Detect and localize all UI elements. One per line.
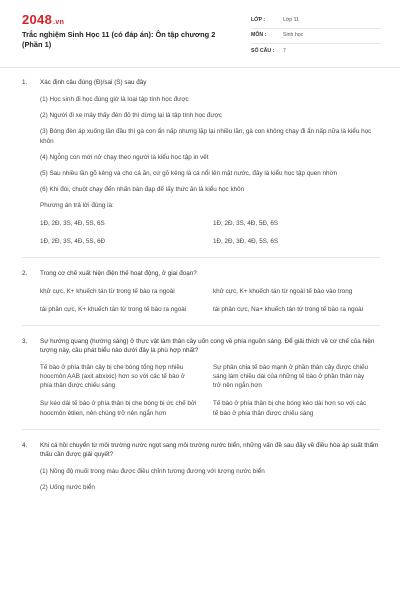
answer-option-d[interactable]: Tế bào ở phía thân bị che bóng kéo dài hơn so với các tế bào ở phía thân được chiếu sáng	[213, 400, 367, 417]
page-title: Trắc nghiệm Sinh Học 11 (có đáp án): Ôn tập chương 2 (Phần 1)	[22, 30, 216, 49]
question-2	[22, 269, 380, 313]
answer-option-c[interactable]: Sự kéo dài tế bào ở phía thân bị che bóng bị ức chế bởi hoocmôn êtilen, nên chúng trở nên ngắn hơn	[40, 400, 197, 417]
answer-option-b[interactable]: Sự phân chia tế bào mạnh ở phần thân cây được chiếu sáng làm chiều dài của những tế bào ở phần thân này trở nên ngắn hơn	[213, 364, 368, 390]
meta-row-subject	[251, 29, 381, 44]
divider	[22, 325, 380, 326]
statement: (1) Nồng độ muối trong máu được điều chỉnh tương đương với lượng nước biển	[40, 467, 265, 475]
meta-value: Sinh học	[283, 32, 304, 39]
meta-row-class	[251, 14, 381, 29]
question-list	[22, 78, 380, 503]
meta-value: Lớp 11	[283, 17, 299, 24]
question-3	[22, 337, 380, 418]
answer-options	[40, 219, 380, 246]
meta-value: 7	[283, 47, 286, 54]
answer-option-a[interactable]: khử cực, K+ khuếch tán từ trong tế bào ra ngoài	[40, 287, 175, 295]
statement: (5) Sau nhiều lần gõ kẻng và cho cá ăn, cứ gõ kẻng là cá nổi lên mặt nước, đây là kiểu học tập quen nhờn	[40, 169, 338, 177]
answer-options	[40, 363, 380, 418]
meta-label: MÔN :	[251, 32, 267, 39]
statement: (2) Người đi xe máy thấy đèn đỏ thì dừng lại là tập tính học được	[40, 112, 222, 120]
question-text: Trong cơ chế xuất hiện điện thế hoạt động, ở giai đoạn?	[40, 270, 197, 278]
question-number: 2.	[22, 270, 28, 278]
answer-options	[40, 287, 380, 314]
question-number: 1.	[22, 79, 28, 86]
meta-label: LỚP :	[251, 17, 266, 24]
question-number: 3.	[22, 337, 28, 345]
meta-label: SỐ CÂU :	[251, 47, 275, 54]
logo-main: 2048	[22, 12, 53, 27]
statement: (4) Ngỗng con mới nở chạy theo người là kiểu học tập in vết	[40, 153, 209, 161]
divider	[22, 429, 380, 430]
answer-option-b[interactable]: 1Đ, 2Đ, 3S, 4Đ, 5Đ, 6S	[213, 220, 279, 228]
site-logo[interactable]	[22, 13, 64, 26]
divider	[22, 257, 380, 258]
question-number: 4.	[22, 441, 28, 449]
statement: (3) Bóng đèn áp xuống lần đầu thì gà con ẩn nấp nhưng lặp lại nhiều lần, gà con không chạy đi ẩn nấp nữa là kiểu học khôn	[40, 128, 372, 145]
answer-option-b[interactable]: khử cực, K+ khuếch tán từ ngoài tế bào vào trong	[213, 287, 353, 295]
statement: (2) Uống nước biển	[40, 484, 95, 491]
answer-intro: Phương án trả lời đúng là:	[40, 202, 114, 209]
answer-option-d[interactable]: tái phân cực, Na+ khuếch tán từ trong tế bào ra ngoài	[213, 305, 364, 313]
question-4	[22, 441, 380, 493]
question-1	[22, 78, 380, 246]
question-text: Xác định câu đúng (Đ)/sai (S) sau đây	[40, 79, 147, 86]
statement: (6) Khi đói, chuột chạy đến nhấn bàn đạp để lấy thức ăn là kiểu học khôn	[40, 185, 245, 193]
answer-option-c[interactable]: 1Đ, 2Đ, 3S, 4Đ, 5S, 6Đ	[40, 238, 106, 246]
logo-tld: .vn	[53, 19, 65, 26]
question-text: Khi cá hồi chuyển từ môi trường nước ngọt sang môi trường nước biển, những vấn đề sau đây về điều hòa áp suất thẩm thấu cần được giải quyết?	[40, 441, 379, 458]
meta-row-count	[251, 44, 381, 59]
answer-option-a[interactable]: Tế bào ở phía thân cây bị che bóng tổng hợp nhiều hoocmôn AAB (axit abxixic) hơn so với các tế bào ở phía thân được chiếu sáng	[40, 364, 186, 390]
meta-table	[251, 14, 381, 59]
answer-option-d[interactable]: 1Đ, 2Đ, 3Đ, 4Đ, 5S, 6S	[213, 238, 279, 246]
page-header	[0, 0, 400, 68]
statement: (1) Học sinh đi học đúng giờ là loại tập tính học được	[40, 96, 189, 104]
answer-option-c[interactable]: tái phân cực, K+ khuếch tán từ trong tế bào ra ngoài	[40, 305, 187, 313]
answer-option-a[interactable]: 1Đ, 2Đ, 3S, 4Đ, 5S, 6S	[40, 220, 105, 228]
question-text: Sự hướng quang (hướng sáng) ở thực vật làm thân cây uốn cong về phía nguồn sáng. Để giải thích về cơ chế của hiện tượng này, câu phát biểu nào dưới đây là phù hợp nhất?	[40, 337, 375, 354]
